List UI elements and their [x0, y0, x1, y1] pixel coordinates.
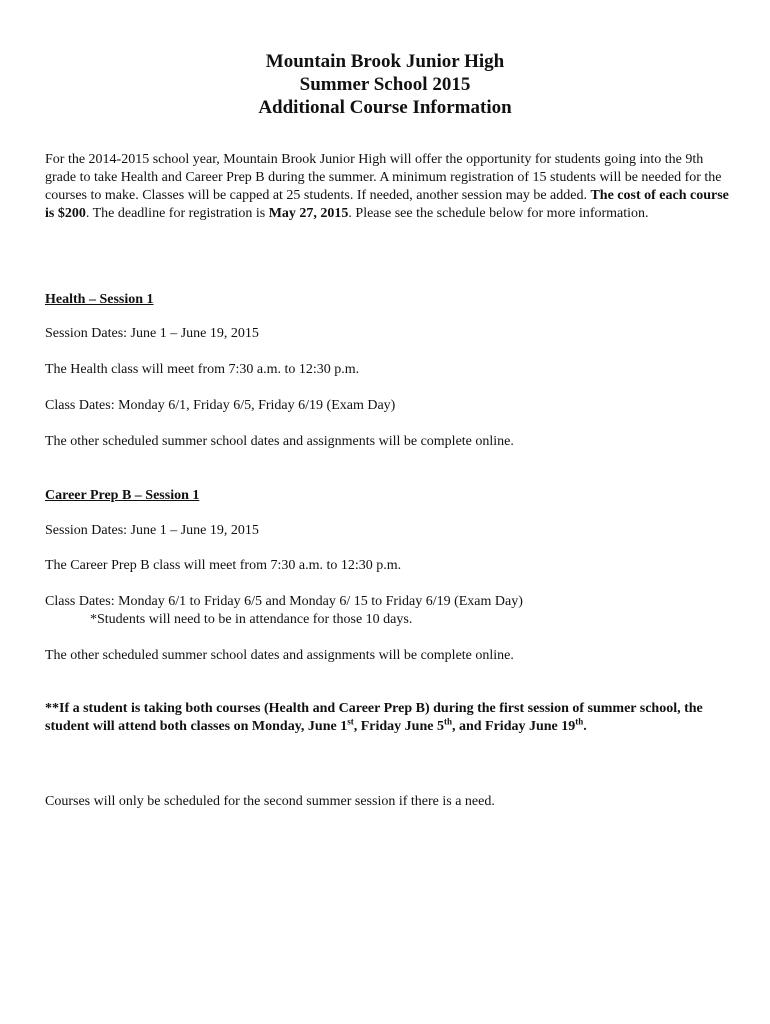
- career-attendance-note: *Students will need to be in attendance for those 10 days.: [90, 612, 413, 627]
- health-class-dates: Class Dates: Monday 6/1, Friday 6/5, Friday 6/19 (Exam Day): [45, 398, 396, 413]
- intro-text-1: For the 2014-2015 school year, Mountain Brook Junior High will offer the opportunity for students going into the 9th grade to take Health and Career Prep B during the summer. A minimum registration of 15 students will be needed for the courses to make. Classes will be capped at 25 students. If needed, another session may be added.: [45, 152, 722, 203]
- course-cost: The cost of each course is $200: [45, 188, 729, 221]
- career-session-dates: Session Dates: June 1 – June 19, 2015: [45, 523, 259, 538]
- health-session-dates: Session Dates: June 1 – June 19, 2015: [45, 326, 259, 341]
- career-meeting-time: The Career Prep B class will meet from 7:30 a.m. to 12:30 p.m.: [45, 558, 402, 573]
- school-name: Mountain Brook Junior High: [265, 51, 505, 72]
- career-heading: Career Prep B – Session 1: [45, 488, 200, 503]
- health-heading: Health – Session 1: [45, 292, 154, 307]
- both-courses-note: **If a student is taking both courses (Health and Career Prep B) during the first session of summer school, the student will attend both classes on Monday, June 1st, Friday June 5th, and Friday June 19th.: [45, 701, 703, 734]
- intro-text-3: . Please see the schedule below for more information.: [348, 206, 649, 221]
- program-title: Summer School 2015: [299, 74, 471, 95]
- health-meeting-time: The Health class will meet from 7:30 a.m. to 12:30 p.m.: [45, 362, 360, 377]
- intro-text-2: . The deadline for registration is: [85, 206, 269, 221]
- career-class-dates: Class Dates: Monday 6/1 to Friday 6/5 and Monday 6/ 15 to Friday 6/19 (Exam Day): [45, 594, 523, 609]
- health-online-note: The other scheduled summer school dates and assignments will be complete online.: [45, 434, 514, 449]
- career-class-dates-block: [45, 593, 730, 629]
- registration-deadline: May 27, 2015: [268, 206, 349, 221]
- second-session-note: Courses will only be scheduled for the second summer session if there is a need.: [45, 794, 495, 809]
- title-block: [0, 50, 770, 119]
- document-subtitle: Additional Course Information: [258, 97, 512, 118]
- career-online-note: The other scheduled summer school dates and assignments will be complete online.: [45, 648, 514, 663]
- intro-paragraph: [45, 151, 730, 223]
